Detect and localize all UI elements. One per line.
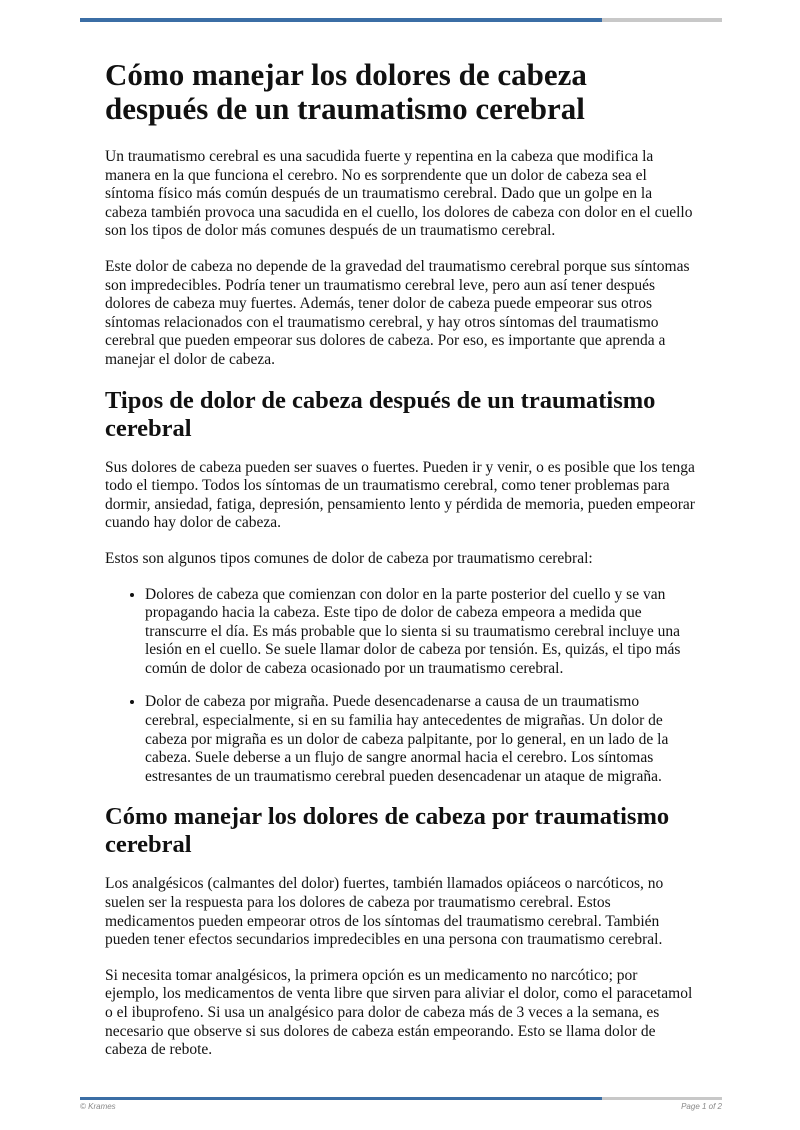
section-heading-manage: Cómo manejar los dolores de cabeza por traumatismo cerebral [105, 803, 670, 859]
manage-paragraph-1: Los analgésicos (calmantes del dolor) fuertes, también llamados opiáceos o narcóticos, no suelen ser la respuesta para los dolores de cabeza por traumatismo cerebral. Estos medicamentos pueden empeorar otros de los síntomas del traumatismo cerebral. También pueden tener efectos secundarios impredecibles en una persona con traumatismo cerebral. [105, 875, 664, 949]
intro-paragraph-1: Un traumatismo cerebral es una sacudida fuerte y repentina en la cabeza que modifica la manera en la que funciona el cerebro. No es sorprendente que un dolor de cabeza sea el síntoma físico más común después de un traumatismo cerebral. Dado que un golpe en la cabeza también provoca una sacudida en el cuello, los dolores de cabeza con dolor en el cuello son los tipos de dolor más comunes después de un traumatismo cerebral. [105, 148, 693, 240]
top-rule-accent [80, 18, 602, 22]
list-item: • Dolor de cabeza por migraña. Puede desencadenarse a causa de un traumatismo cerebral, especialmente, si en su familia hay antecedentes de migrañas. Un dolor de cabeza por migraña es un dolor de cabeza palpitante, por lo general, en un lado de la cabeza. Suele deberse a un flujo de sangre anormal hacia el cerebro. Los síntomas estresantes de un traumatismo cerebral pueden desencadenar un ataque de migraña. [145, 693, 695, 786]
manage-paragraph-2: Si necesita tomar analgésicos, la primera opción es un medicamento no narcótico; por ejemplo, los medicamentos de venta libre que sirven para aliviar el dolor, como el paracetamol o el ibuprofeno. Si usa un analgésico para dolor de cabeza más de 3 veces a la semana, es necesario que observe si sus dolores de cabeza están empeorando. Esto se llama dolor de cabeza de rebote. [105, 966, 693, 1059]
footer-page-number: Page 1 of 2 [681, 1102, 722, 1111]
page-title: Cómo manejar los dolores de cabeza después de un traumatismo cerebral [105, 57, 587, 126]
section-heading-types: Tipos de dolor de cabeza después de un traumatismo cerebral [105, 386, 656, 442]
footer-copyright: © Krames [80, 1102, 116, 1111]
top-rule [80, 18, 722, 22]
list-item: • Dolores de cabeza que comienzan con dolor en la parte posterior del cuello y se van propagando hacia la cabeza. Este tipo de dolor de cabeza empeora a medida que transcurre el día. Es más probable que lo sienta si su traumatismo cerebral incluye una lesión en el cuello. Se suele llamar dolor de cabeza por tensión. Es, quizás, el tipo más común de dolor de cabeza ocasionado por un traumatismo cerebral. [145, 586, 695, 679]
types-paragraph-1: Sus dolores de cabeza pueden ser suaves o fuertes. Pueden ir y venir, o es posible que los tenga todo el tiempo. Todos los síntomas de un traumatismo cerebral, como tener problemas para dormir, ansiedad, fatiga, depresión, pensamiento lento y pérdida de memoria, pueden empeorar cuando hay dolor de cabeza. [105, 458, 695, 532]
bottom-rule [80, 1097, 722, 1100]
intro-paragraph-2: Este dolor de cabeza no depende de la gravedad del traumatismo cerebral porque sus síntomas son impredecibles. Podría tener un traumatismo cerebral leve, pero aun así tener después dolores de cabeza muy fuertes. Además, tener dolor de cabeza puede empeorar sus otros síntomas relacionados con el traumatismo cerebral, y hay otros síntomas del traumatismo cerebral que pueden empeorar sus dolores de cabeza. Por eso, es importante que aprenda a manejar el dolor de cabeza. [105, 257, 690, 368]
document-body [105, 58, 695, 1077]
types-paragraph-2: Estos son algunos tipos comunes de dolor de cabeza por traumatismo cerebral: [105, 549, 593, 567]
headache-types-list [105, 586, 695, 787]
bottom-rule-accent [80, 1097, 602, 1100]
